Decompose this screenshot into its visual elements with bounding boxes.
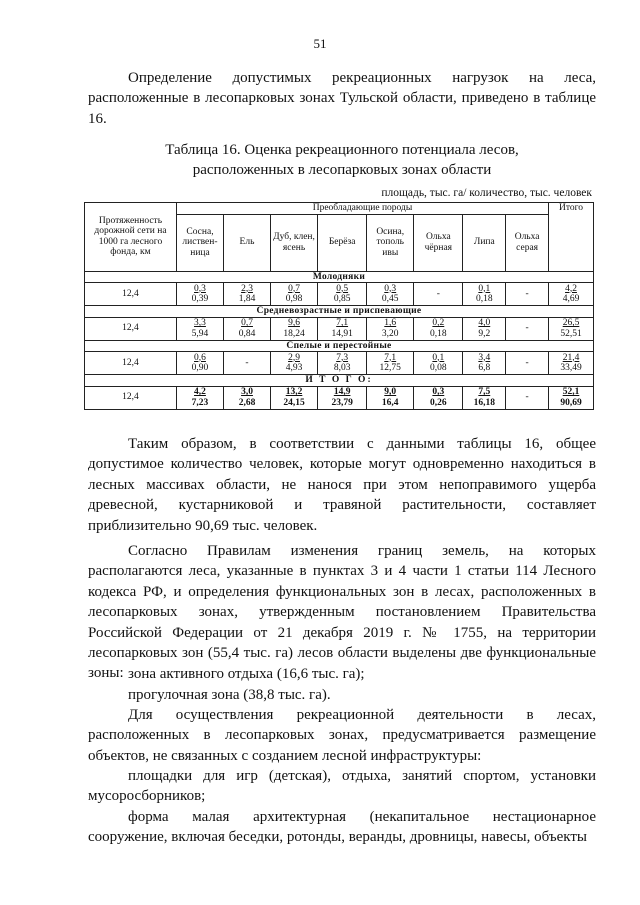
people-value: 5,94 (191, 328, 209, 339)
value-cell: - (506, 317, 549, 340)
header-species: Осина, тополь ивы (367, 214, 414, 271)
people-value: 23,79 (331, 397, 353, 408)
people-value: 2,68 (238, 397, 256, 408)
header-species: Липа (463, 214, 506, 271)
table-16 (84, 202, 594, 410)
summary-paragraph: Таким образом, в соответствии с данными таблицы 16, общее допустимое количество человек, которые могут одновременно находиться в лесных массивах области, не нанося при этом непоправимого ущерба древесной, кустарниковой и травяной растительности, составляет приблизительно 90,69 тыс. человек. (88, 436, 596, 534)
header-species: Сосна, листвен-ница (176, 214, 223, 271)
people-value: 33,49 (560, 363, 582, 373)
table-caption-line1: Таблица 16. Оценка рекреационного потенциала лесов, (165, 142, 519, 158)
people-value: 14,91 (331, 328, 353, 339)
value-cell (271, 352, 318, 375)
table-row (85, 386, 594, 409)
people-value: 12,75 (379, 363, 401, 373)
area-value: 0,3 (384, 283, 397, 294)
road-length-cell: 12,4 (85, 386, 177, 409)
area-value: 0,3 (194, 283, 206, 294)
section-title: Средневозрастные и приспевающие (85, 306, 594, 318)
area-value: 3,3 (194, 318, 206, 328)
area-value: 3,0 (241, 387, 253, 397)
value-cell: - (506, 283, 549, 306)
area-value: 0,2 (432, 318, 445, 328)
section-title: И Т О Г О: (85, 375, 594, 387)
value-cell (549, 317, 594, 340)
people-value: 0,84 (238, 328, 256, 339)
value-cell (463, 317, 506, 340)
people-value: 0,39 (191, 294, 209, 304)
value-cell (549, 283, 594, 306)
road-length-cell: 12,4 (85, 317, 177, 340)
value-cell (271, 317, 318, 340)
area-value: 7,5 (478, 387, 491, 397)
value-cell (223, 317, 270, 340)
value-cell (176, 283, 223, 306)
page-number: 51 (313, 36, 327, 51)
area-value: 0,7 (241, 318, 253, 328)
people-value: 0,45 (381, 294, 399, 304)
rules-paragraph: Согласно Правилам изменения границ земель, на которых располагаются леса, указанные в пунктах 3 и 4 части 1 статьи 114 Лесного кодекса РФ, и определения функциональных зон в лесах, расположенных в лесопарковых зонах, утвержденным постановлением Правительства Российской Федерации от 21 декабря 2019 г. № 1755, на территории лесопарковых зон (55,4 тыс. га) лесов области выделены две функциональные зоны: (88, 543, 596, 682)
area-value: 0,7 (288, 283, 300, 294)
road-length-cell: 12,4 (85, 283, 177, 306)
people-value: 6,8 (478, 363, 491, 373)
area-value: 0,5 (336, 283, 349, 294)
area-value: 4,2 (565, 283, 577, 294)
value-cell (367, 283, 414, 306)
value-cell (318, 283, 367, 306)
table-body (85, 271, 594, 409)
value-cell (271, 386, 318, 409)
table-caption-line2: расположенных в лесопарковых зонах области (192, 162, 492, 178)
people-value: 0,90 (191, 363, 209, 373)
value-cell: - (223, 352, 270, 375)
value-cell (549, 386, 594, 409)
header-road-length: Протяженность дорожной сети на 1000 га лесного фонда, км (85, 203, 177, 272)
people-value: 18,24 (283, 328, 305, 339)
people-value: 0,85 (333, 294, 351, 304)
value-cell (271, 283, 318, 306)
zone-active-rest: зона активного отдыха (16,6 тыс. га); (128, 666, 365, 682)
value-cell (414, 352, 463, 375)
header-species-group: Преобладающие породы (176, 203, 548, 215)
value-cell: - (506, 386, 549, 409)
people-value: 16,18 (473, 397, 495, 408)
people-value: 0,98 (285, 294, 303, 304)
people-value: 90,69 (560, 397, 582, 408)
area-value: 7,1 (384, 352, 397, 363)
people-value: 0,18 (430, 328, 447, 339)
table-row (85, 283, 594, 306)
people-value: 0,18 (475, 294, 493, 304)
header-species: Ель (223, 214, 270, 271)
value-cell (176, 317, 223, 340)
value-cell (367, 386, 414, 409)
value-cell (549, 352, 594, 375)
area-value: 0,1 (432, 352, 445, 363)
value-cell (176, 386, 223, 409)
people-value: 7,23 (191, 397, 209, 408)
people-value: 52,51 (560, 328, 582, 339)
section-title: Спелые и перестойные (85, 340, 594, 352)
value-cell (318, 317, 367, 340)
intro-paragraph: Определение допустимых рекреационных нагрузок на леса, расположенные в лесопарковых зонах Тульской области, приведено в таблице 16. (88, 70, 596, 127)
section-title: Молодняки (85, 271, 594, 283)
people-value: 1,84 (238, 294, 256, 304)
area-value: 0,1 (478, 283, 491, 294)
value-cell (463, 386, 506, 409)
value-cell (463, 352, 506, 375)
value-cell (223, 386, 270, 409)
value-cell (367, 352, 414, 375)
value-cell (367, 317, 414, 340)
value-cell (318, 386, 367, 409)
people-value: 0,26 (430, 397, 447, 408)
value-cell (414, 317, 463, 340)
header-species: Берёза (318, 214, 367, 271)
recreation-paragraph: Для осуществления рекреационной деятельности в лесах, расположенных в лесопарковых зонах, предусматривается размещение объектов, не связанных с созданием лесной инфраструктуры: (88, 707, 596, 764)
table-caption (88, 140, 596, 180)
people-value: 16,4 (381, 397, 399, 408)
value-cell (176, 352, 223, 375)
area-value: 21,4 (562, 352, 580, 363)
table-row (85, 317, 594, 340)
area-value: 3,4 (478, 352, 491, 363)
area-value: 4,0 (478, 318, 491, 328)
area-value: 13,2 (285, 387, 303, 397)
value-cell (223, 283, 270, 306)
area-value: 52,1 (562, 387, 580, 397)
people-value: 4,69 (562, 294, 580, 304)
area-value: 0,6 (194, 352, 206, 363)
table-units-note: площадь, тыс. га/ количество, тыс. человек (381, 187, 592, 199)
header-species: Ольха чёрная (414, 214, 463, 271)
people-value: 4,93 (285, 363, 303, 373)
header-species: Дуб, клен, ясень (271, 214, 318, 271)
area-value: 9,0 (384, 387, 397, 397)
header-total: Итого (549, 203, 594, 272)
area-value: 1,6 (384, 318, 397, 328)
value-cell: - (506, 352, 549, 375)
road-length-cell: 12,4 (85, 352, 177, 375)
value-cell: - (414, 283, 463, 306)
people-value: 24,15 (283, 397, 305, 408)
area-value: 2,3 (241, 283, 253, 294)
zone-walking: прогулочная зона (38,8 тыс. га). (128, 687, 331, 703)
value-cell (414, 386, 463, 409)
table-row (85, 352, 594, 375)
people-value: 9,2 (478, 328, 491, 339)
header-species: Ольха серая (506, 214, 549, 271)
area-value: 26,5 (562, 318, 580, 328)
people-value: 0,08 (430, 363, 447, 373)
playgrounds-item: площадки для игр (детская), отдыха, занятий спортом, установки мусоросборников; (88, 768, 596, 805)
area-value: 4,2 (194, 387, 206, 397)
value-cell (463, 283, 506, 306)
small-forms-item: форма малая архитектурная (некапитальное нестационарное сооружение, включая беседки, ротонды, веранды, дровницы, навесы, объекты (88, 809, 596, 846)
area-value: 7,3 (336, 352, 349, 363)
area-value: 9,6 (288, 318, 300, 328)
value-cell (318, 352, 367, 375)
area-value: 0,3 (432, 387, 445, 397)
area-value: 2,9 (288, 352, 300, 363)
area-value: 7,1 (336, 318, 349, 328)
people-value: 8,03 (333, 363, 351, 373)
area-value: 14,9 (333, 387, 351, 397)
people-value: 3,20 (381, 328, 399, 339)
